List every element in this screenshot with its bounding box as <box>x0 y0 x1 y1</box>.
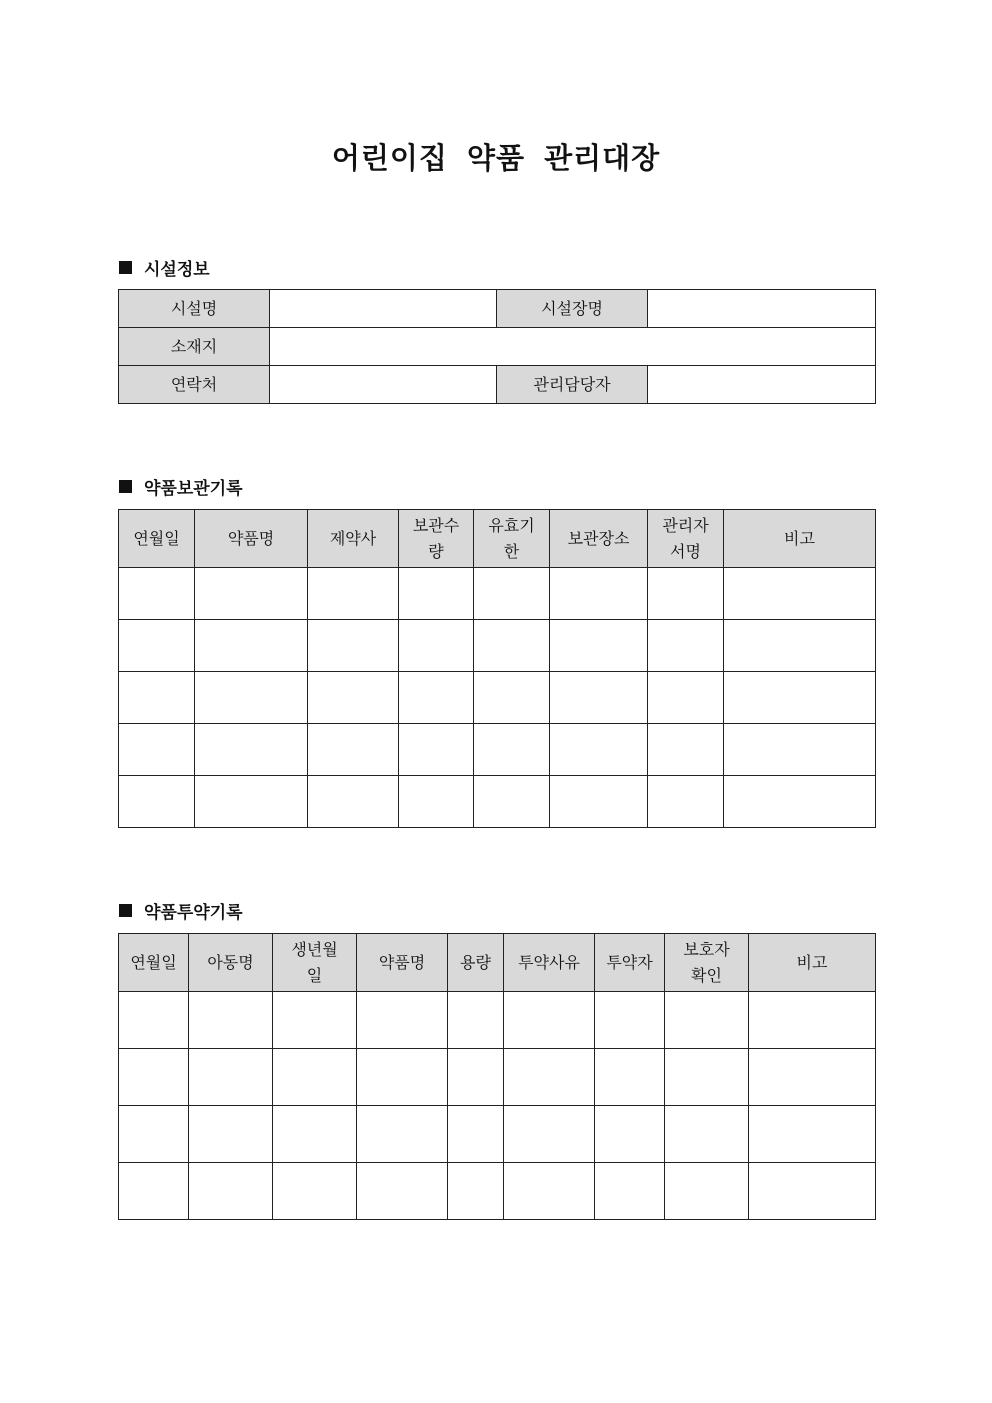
table-row <box>119 992 876 1049</box>
admin-entry-cell[interactable] <box>665 992 749 1049</box>
storage-entry-cell[interactable] <box>474 776 550 828</box>
admin-column-header: 투약사유 <box>504 934 595 992</box>
facility-info-table <box>118 289 876 404</box>
storage-column-header: 제약사 <box>308 510 399 568</box>
admin-entry-cell[interactable] <box>595 992 665 1049</box>
admin-column-header: 용량 <box>448 934 504 992</box>
storage-entry-cell[interactable] <box>399 620 474 672</box>
storage-entry-cell[interactable] <box>195 724 308 776</box>
admin-entry-cell[interactable] <box>595 1106 665 1163</box>
table-row <box>119 776 876 828</box>
facility-name-field[interactable] <box>270 290 497 328</box>
admin-entry-cell[interactable] <box>273 992 357 1049</box>
admin-section-heading <box>119 898 243 923</box>
admin-entry-cell[interactable] <box>504 1106 595 1163</box>
admin-entry-cell[interactable] <box>357 1163 448 1220</box>
storage-entry-cell[interactable] <box>399 568 474 620</box>
square-bullet-icon <box>119 261 132 274</box>
storage-section-heading <box>119 474 243 499</box>
admin-entry-cell[interactable] <box>119 992 189 1049</box>
table-row <box>119 620 876 672</box>
storage-entry-cell[interactable] <box>308 776 399 828</box>
storage-entry-cell[interactable] <box>474 724 550 776</box>
storage-entry-cell[interactable] <box>648 568 724 620</box>
storage-entry-cell[interactable] <box>119 724 195 776</box>
facility-section-heading <box>119 255 210 280</box>
storage-entry-cell[interactable] <box>550 724 648 776</box>
admin-entry-cell[interactable] <box>357 992 448 1049</box>
address-label: 소재지 <box>119 328 270 366</box>
storage-entry-cell[interactable] <box>399 724 474 776</box>
admin-entry-cell[interactable] <box>665 1106 749 1163</box>
admin-entry-cell[interactable] <box>119 1106 189 1163</box>
storage-entry-cell[interactable] <box>195 620 308 672</box>
admin-entry-cell[interactable] <box>504 1163 595 1220</box>
admin-entry-cell[interactable] <box>504 1049 595 1106</box>
admin-entry-cell[interactable] <box>665 1163 749 1220</box>
table-row <box>119 724 876 776</box>
storage-column-header: 관리자 서명 <box>648 510 724 568</box>
admin-column-header: 투약자 <box>595 934 665 992</box>
storage-entry-cell[interactable] <box>308 620 399 672</box>
storage-column-header: 비고 <box>724 510 876 568</box>
storage-entry-cell[interactable] <box>399 672 474 724</box>
storage-entry-cell[interactable] <box>648 776 724 828</box>
page-title: 어린이집 약품 관리대장 <box>331 141 661 175</box>
square-bullet-icon <box>119 904 132 917</box>
manager-field[interactable] <box>648 366 876 404</box>
admin-entry-cell[interactable] <box>749 1049 876 1106</box>
admin-entry-cell[interactable] <box>273 1049 357 1106</box>
admin-entry-cell[interactable] <box>595 1049 665 1106</box>
admin-entry-cell[interactable] <box>749 992 876 1049</box>
storage-entry-cell[interactable] <box>195 776 308 828</box>
storage-entry-cell[interactable] <box>648 672 724 724</box>
admin-entry-cell[interactable] <box>749 1163 876 1220</box>
admin-entry-cell[interactable] <box>189 1049 273 1106</box>
manager-label: 관리담당자 <box>497 366 648 404</box>
admin-entry-cell[interactable] <box>448 1106 504 1163</box>
storage-entry-cell[interactable] <box>724 568 876 620</box>
storage-heading-label: 약품보관기록 <box>144 479 243 499</box>
storage-record-table <box>118 509 876 828</box>
storage-entry-cell[interactable] <box>195 568 308 620</box>
storage-entry-cell[interactable] <box>195 672 308 724</box>
admin-column-header: 연월일 <box>119 934 189 992</box>
storage-header-row <box>119 510 876 568</box>
facility-name-label: 시설명 <box>119 290 270 328</box>
storage-entry-cell[interactable] <box>550 620 648 672</box>
storage-entry-cell[interactable] <box>724 620 876 672</box>
admin-entry-cell[interactable] <box>273 1106 357 1163</box>
storage-entry-cell[interactable] <box>119 568 195 620</box>
address-field[interactable] <box>270 328 876 366</box>
table-row <box>119 1163 876 1220</box>
storage-entry-cell[interactable] <box>724 724 876 776</box>
storage-entry-cell[interactable] <box>308 568 399 620</box>
admin-heading-label: 약품투약기록 <box>144 903 243 923</box>
admin-entry-cell[interactable] <box>357 1106 448 1163</box>
admin-entry-cell[interactable] <box>665 1049 749 1106</box>
admin-entry-cell[interactable] <box>448 992 504 1049</box>
contact-field[interactable] <box>270 366 497 404</box>
admin-entry-cell[interactable] <box>119 1163 189 1220</box>
storage-column-header: 약품명 <box>195 510 308 568</box>
storage-entry-cell[interactable] <box>308 672 399 724</box>
storage-entry-cell[interactable] <box>119 672 195 724</box>
admin-column-header: 아동명 <box>189 934 273 992</box>
admin-entry-cell[interactable] <box>595 1163 665 1220</box>
admin-entry-cell[interactable] <box>448 1049 504 1106</box>
table-row <box>119 1106 876 1163</box>
storage-column-header: 보관장소 <box>550 510 648 568</box>
storage-entry-cell[interactable] <box>550 672 648 724</box>
admin-entry-cell[interactable] <box>273 1163 357 1220</box>
storage-entry-cell[interactable] <box>550 776 648 828</box>
admin-entry-cell[interactable] <box>189 1163 273 1220</box>
admin-column-header: 보호자 확인 <box>665 934 749 992</box>
storage-entry-cell[interactable] <box>119 776 195 828</box>
admin-header-row <box>119 934 876 992</box>
admin-entry-cell[interactable] <box>448 1163 504 1220</box>
square-bullet-icon <box>119 480 132 493</box>
storage-entry-cell[interactable] <box>648 620 724 672</box>
storage-entry-cell[interactable] <box>550 568 648 620</box>
administration-record-table <box>118 933 876 1220</box>
facility-heading-label: 시설정보 <box>144 260 210 280</box>
admin-entry-cell[interactable] <box>504 992 595 1049</box>
director-name-field[interactable] <box>648 290 876 328</box>
storage-entry-cell[interactable] <box>648 724 724 776</box>
storage-entry-cell[interactable] <box>399 776 474 828</box>
admin-entry-cell[interactable] <box>189 1106 273 1163</box>
admin-entry-cell[interactable] <box>119 1049 189 1106</box>
admin-column-header: 생년월 일 <box>273 934 357 992</box>
table-row <box>119 1049 876 1106</box>
table-row <box>119 568 876 620</box>
contact-label: 연락처 <box>119 366 270 404</box>
admin-column-header: 약품명 <box>357 934 448 992</box>
table-row <box>119 672 876 724</box>
director-name-label: 시설장명 <box>497 290 648 328</box>
admin-column-header: 비고 <box>749 934 876 992</box>
storage-entry-cell[interactable] <box>724 776 876 828</box>
storage-entry-cell[interactable] <box>724 672 876 724</box>
storage-entry-cell[interactable] <box>474 672 550 724</box>
admin-entry-cell[interactable] <box>357 1049 448 1106</box>
admin-entry-cell[interactable] <box>189 992 273 1049</box>
storage-entry-cell[interactable] <box>474 568 550 620</box>
admin-entry-cell[interactable] <box>749 1106 876 1163</box>
storage-entry-cell[interactable] <box>474 620 550 672</box>
storage-column-header: 연월일 <box>119 510 195 568</box>
storage-column-header: 보관수 량 <box>399 510 474 568</box>
storage-entry-cell[interactable] <box>308 724 399 776</box>
storage-entry-cell[interactable] <box>119 620 195 672</box>
storage-column-header: 유효기 한 <box>474 510 550 568</box>
